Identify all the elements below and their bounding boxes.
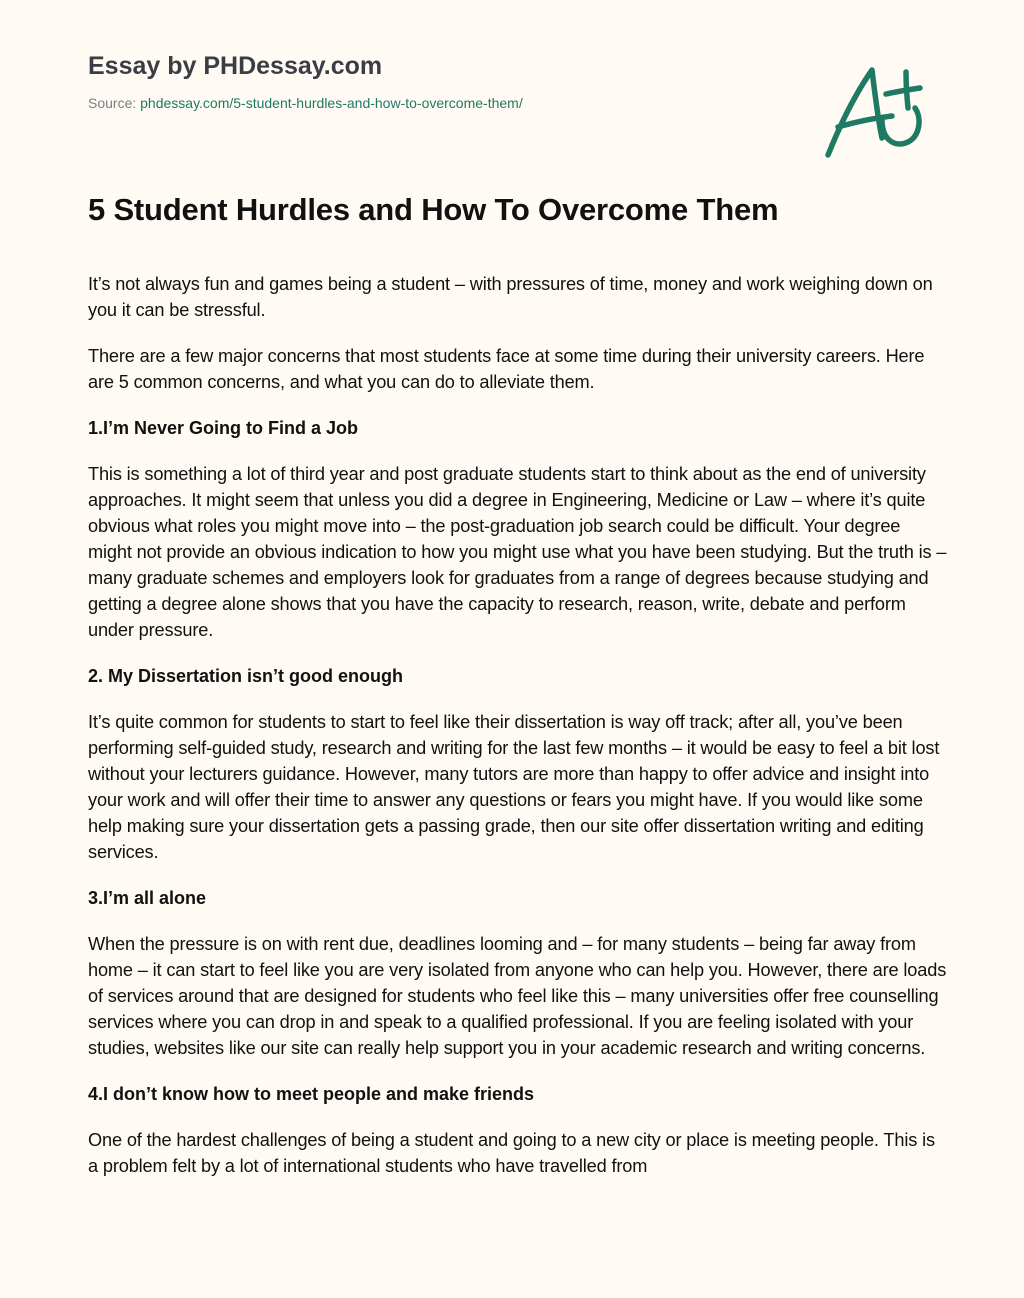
- essay-body: [88, 271, 948, 1199]
- document-title: 5 Student Hurdles and How To Overcome Them: [88, 192, 779, 227]
- section-paragraph: One of the hardest challenges of being a student and going to a new city or place is meeting people. This is a problem felt by a lot of international students who have travelled from: [88, 1130, 935, 1176]
- section-heading: 3.I’m all alone: [88, 888, 207, 908]
- section-heading: 2. My Dissertation isn’t good enough: [88, 666, 404, 686]
- intro-paragraph: It’s not always fun and games being a student – with pressures of time, money and work weighing down on you it can be stressful.: [88, 274, 933, 320]
- site-title: Essay by PHDessay.com: [88, 52, 383, 80]
- section-paragraph: This is something a lot of third year and post graduate students start to think about as the end of university approaches. It might seem that unless you did a degree in Engineering, Medicine or Law – where it’s quite obvious what roles you might move into – the post-graduation job search could be difficult. Your degree might not provide an obvious indication to how you might use what you have been studying. But the truth is – many graduate schemes and employers look for graduates from a range of degrees because studying and getting a degree alone shows that you have the capacity to research, reason, write, debate and perform under pressure.: [88, 464, 947, 640]
- section-heading: 1.I’m Never Going to Find a Job: [88, 418, 359, 438]
- section-heading: 4.I don’t know how to meet people and make friends: [88, 1084, 535, 1104]
- section-paragraph: It’s quite common for students to start to feel like their dissertation is way off track; after all, you’ve been performing self-guided study, research and writing for the last few months – it would be easy to feel a bit lost without your lecturers guidance. However, many tutors are more than happy to offer advice and insight into your work and will offer their time to answer any questions or fears you might have. If you would like some help making sure your dissertation gets a passing grade, then our site offer dissertation writing and editing services.: [88, 712, 940, 862]
- source-label: Source:: [88, 95, 141, 111]
- page-header: [88, 50, 788, 112]
- source-line: [88, 94, 788, 112]
- source-link[interactable]: phdessay.com/5-student-hurdles-and-how-to-overcome-them/: [140, 95, 523, 111]
- section-paragraph: When the pressure is on with rent due, deadlines looming and – for many students – being far away from home – it can start to feel like you are very isolated from anyone who can help you. However, there are loads of services around that are designed for students who feel like this – many universities offer free counselling services where you can drop in and speak to a qualified professional. If you are feeling isolated with your studies, websites like our site can really help support you in your academic research and writing concerns.: [88, 934, 947, 1058]
- a-plus-grade-icon: [820, 60, 930, 165]
- intro-paragraph: There are a few major concerns that most students face at some time during their university careers. Here are 5 common concerns, and what you can do to alleviate them.: [88, 346, 925, 392]
